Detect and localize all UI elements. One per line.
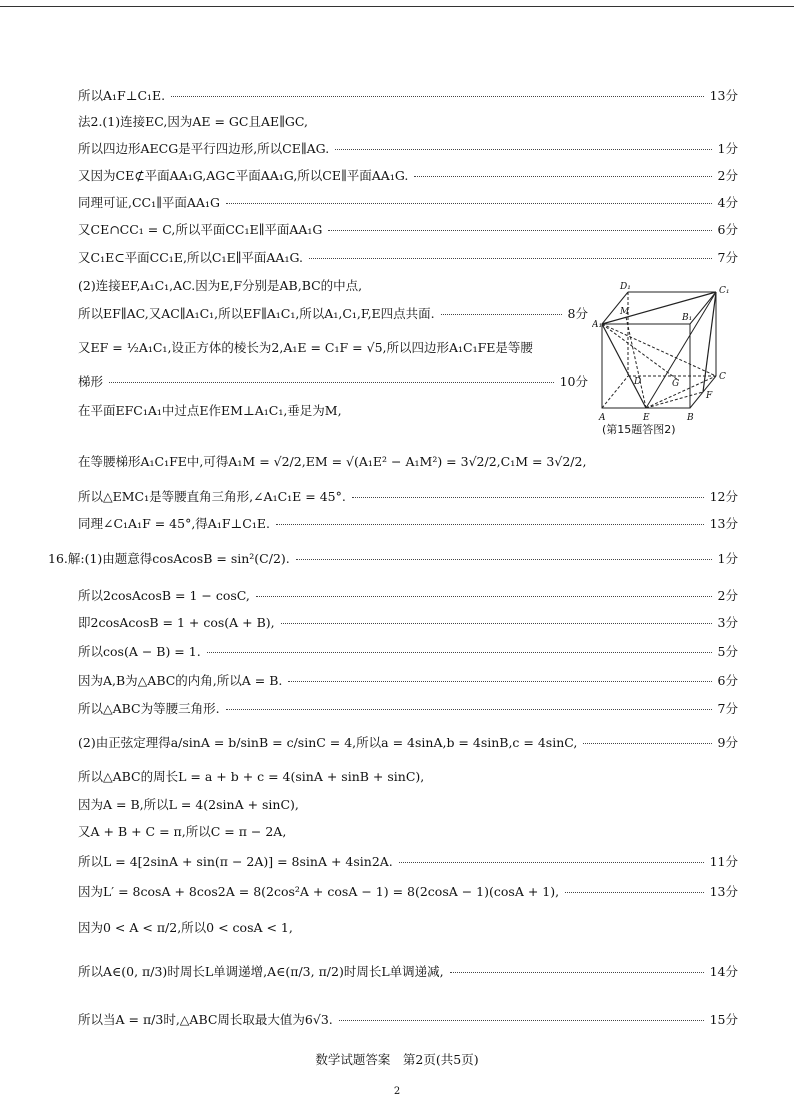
cube-front-face — [602, 324, 690, 408]
solution-line: 又因为CE⊄平面AA₁G,AG⊂平面AA₁G,所以CE∥平面AA₁G. 2分 — [78, 168, 738, 183]
solution-line: 因为L′ = 8cosA + 8cos2A = 8(2cos²A + cosA − 1) = 8(2cosA − 1)(cosA + 1), 13分 — [78, 884, 738, 899]
svg-text:A: A — [599, 413, 606, 423]
solution-line: 因为0 < A < π/2,所以0 < cosA < 1, — [78, 920, 293, 935]
solution-line: 所以A∈(0, π/3)时周长L单调递增,A∈(π/3, π/2)时周长L单调递减, 14分 — [78, 964, 738, 979]
svg-text:E: E — [643, 413, 650, 423]
cube-diagram — [592, 280, 740, 440]
svg-text:A₁: A₁ — [592, 320, 603, 330]
svg-text:G: G — [672, 379, 680, 389]
solution-line: 所以2cosAcosB = 1 − cosC, 2分 — [78, 588, 738, 603]
solution-line: 法2.(1)连接EC,因为AE = GC且AE∥GC, — [78, 114, 308, 129]
solution-line: 所以EF∥AC,又AC∥A₁C₁,所以EF∥A₁C₁,所以A₁,C₁,F,E四点共面. 8分 — [78, 306, 588, 321]
svg-text:C₁: C₁ — [719, 286, 730, 296]
problem-16-start: 16.解:(1)由题意得cosAcosB = sin²(C/2). 1分 — [48, 551, 738, 566]
svg-text:B₁: B₁ — [682, 313, 693, 323]
svg-text:C: C — [719, 372, 726, 382]
solution-line: 所以A₁F⊥C₁E. 13分 — [78, 88, 738, 103]
solution-line: 所以△ABC为等腰三角形. 7分 — [78, 701, 738, 716]
solution-line: 即2cosAcosB = 1 + cos(A + B), 3分 — [78, 615, 738, 630]
solution-line: 所以△ABC的周长L = a + b + c = 4(sinA + sinB + sinC), — [78, 769, 425, 784]
svg-text:D₁: D₁ — [620, 282, 631, 292]
solution-line: 所以L = 4[2sinA + sin(π − 2A)] = 8sinA + 4sin2A. 11分 — [78, 854, 738, 869]
solution-line: 同理可证,CC₁∥平面AA₁G 4分 — [78, 195, 738, 210]
svg-text:F: F — [706, 391, 713, 401]
solution-line: 又A + B + C = π,所以C = π − 2A, — [78, 824, 287, 839]
page-number: 2 — [393, 1086, 401, 1097]
solution-line: 因为A,B为△ABC的内角,所以A = B. 6分 — [78, 673, 738, 688]
solution-line: 所以△EMC₁是等腰直角三角形,∠A₁C₁E = 45°. 12分 — [78, 489, 738, 504]
solution-line: 在平面EFC₁A₁中过点E作EM⊥A₁C₁,垂足为M, — [78, 403, 342, 418]
solution-line: 同理∠C₁A₁F = 45°,得A₁F⊥C₁E. 13分 — [78, 516, 738, 531]
top-border — [0, 6, 794, 7]
solution-line: 所以四边形AECG是平行四边形,所以CE∥AG. 1分 — [78, 141, 738, 156]
solution-line: 所以当A = π/3时,△ABC周长取最大值为6√3. 15分 — [78, 1012, 738, 1027]
svg-text:B: B — [687, 413, 694, 423]
svg-text:D: D — [634, 377, 642, 387]
page-footer: 数学试题答案 第2页(共5页) — [315, 1052, 479, 1067]
solution-line: (2)由正弦定理得a/sinA = b/sinB = c/sinC = 4,所以a = 4sinA,b = 4sinB,c = 4sinC, 9分 — [78, 735, 738, 750]
solution-line: 因为A = B,所以L = 4(2sinA + sinC), — [78, 797, 299, 812]
solution-line: 又C₁E⊂平面CC₁E,所以C₁E∥平面AA₁G. 7分 — [78, 250, 738, 265]
svg-text:M: M — [620, 307, 630, 317]
solution-line: 又CE∩CC₁ = C,所以平面CC₁E∥平面AA₁G 6分 — [78, 222, 738, 237]
solution-line: 在等腰梯形A₁C₁FE中,可得A₁M = √2/2,EM = √(A₁E² − A₁M²) = 3√2/2,C₁M = 3√2/2, — [78, 454, 587, 469]
solution-line: 又EF = ½A₁C₁,设正方体的棱长为2,A₁E = C₁F = √5,所以四边形A₁C₁FE是等腰 — [78, 340, 533, 355]
figure-caption: (第15题答图2) — [602, 423, 676, 436]
solution-line: 梯形 10分 — [78, 374, 588, 389]
solution-line: (2)连接EF,A₁C₁,AC.因为E,F分别是AB,BC的中点, — [78, 278, 363, 293]
solution-line: 所以cos(A − B) = 1. 5分 — [78, 644, 738, 659]
